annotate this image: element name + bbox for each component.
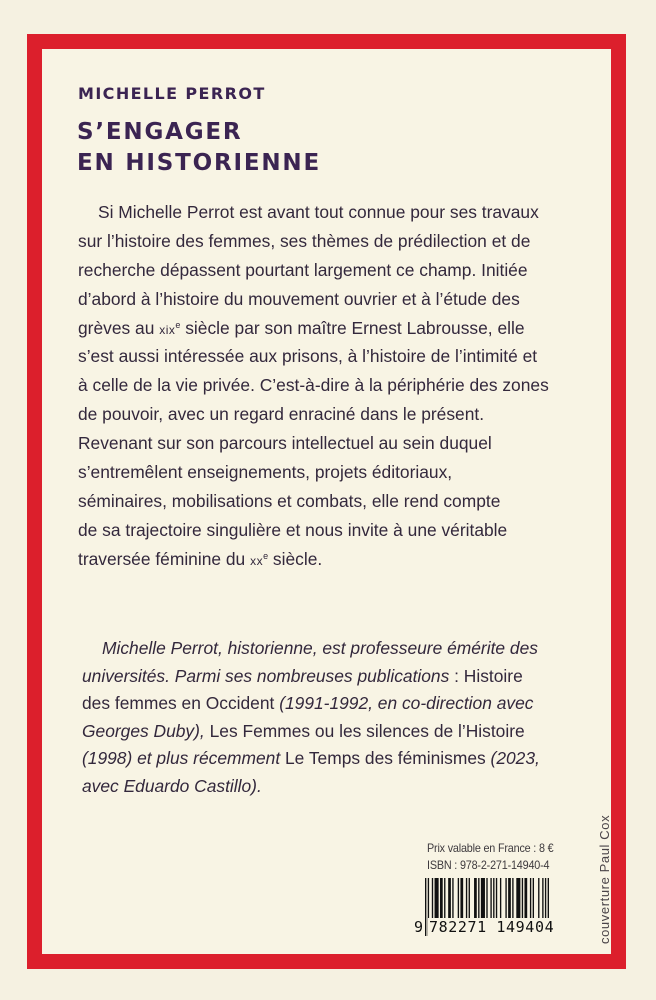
barcode-first-digit: 9 [414,918,424,936]
bio-italic-text: universités. Parmi ses nombreuses publications [82,665,450,686]
century-numeral: xix [159,322,176,337]
isbn-label: ISBN : 978-2-271-14940-4 [427,858,550,872]
bio-book-title: : Histoire [449,665,523,686]
price-label: Prix valable en France : 8 € [427,841,554,855]
author-bio [82,635,642,801]
ordinal-suffix: e [175,319,181,330]
ordinal-suffix: e [263,550,269,561]
bio-italic-text: (2023, [490,748,540,769]
book-title [77,117,321,179]
bio-line [82,690,642,718]
bio-italic-text: (1998) et plus récemment [82,748,281,769]
description-line: s’est aussi intéressée aux prisons, à l’histoire de l’intimité et [78,346,538,367]
title-line-2: EN HISTORIENNE [77,150,321,176]
description-line: grèves au xix$^e$ siècle par son maître Ernest Labrousse, elle [78,317,525,338]
barcode-number: 782271 149404 [429,918,555,936]
description-line: traversée féminine du $xx^e$ siècle. [78,548,323,569]
description-line: de sa trajectoire singulière et nous invite à une véritable [78,519,508,540]
bio-line [82,718,642,746]
bio-italic-text: (1991-1992, en co-direction avec [279,693,534,714]
description-line: sur l’histoire des femmes, ses thèmes de prédilection et de [78,230,531,251]
description-line: à celle de la vie privée. C’est-à-dire à la périphérie des zones [78,375,549,396]
bio-line [82,635,642,663]
description-line: séminaires, mobilisations et combats, elle rend compte [78,490,501,511]
bio-line [82,773,642,801]
book-description [78,198,638,574]
bio-line [82,663,642,691]
description-line: s’entremêlent enseignements, projets éditoriaux, [78,462,453,483]
description-line: d’abord à l’histoire du mouvement ouvrier et à l’étude des [78,288,520,309]
bio-book-title: Les Femmes ou les silences de l’Histoire [204,720,525,741]
description-line: Si Michelle Perrot est avant tout connue pour ses travaux [98,202,539,222]
description-line: Revenant sur son parcours intellectuel au sein duquel [78,433,492,454]
century-numeral: xx [250,553,264,568]
bio-book-title: des femmes en Occident [82,693,280,714]
cover-credit: couverture Paul Cox [597,814,612,944]
bio-italic-text: avec Eduardo Castillo). [82,775,262,796]
title-line-1: S’ENGAGER [77,119,243,145]
bio-italic-text: Georges Duby), [82,720,205,741]
bio-line [82,745,642,773]
author-name: MICHELLE PERROT [78,84,266,103]
bio-book-title: Le Temps des féminismes [280,748,491,769]
description-line: de pouvoir, avec un regard enraciné dans le présent. [78,404,485,425]
bio-italic-text: Michelle Perrot, historienne, est professeure émérite des [102,638,538,658]
description-line: recherche dépassent pourtant largement ce champ. Initiée [78,259,528,280]
